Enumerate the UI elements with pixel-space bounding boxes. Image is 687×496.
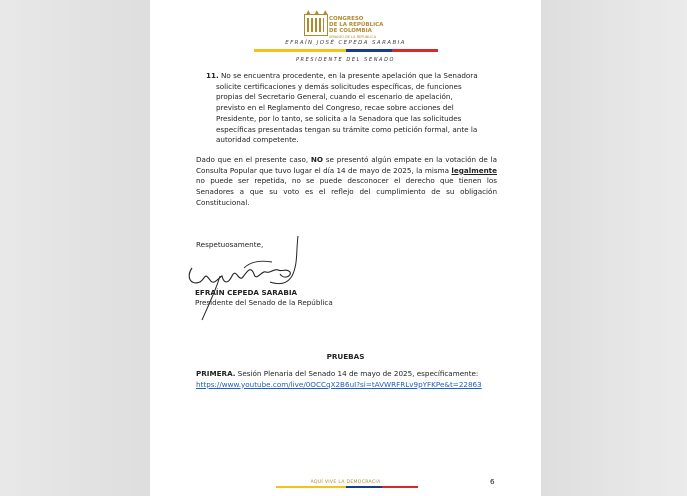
evidence-link[interactable]: https://www.youtube.com/live/0OCCqX2B6uI?si=tAVWRFRLv9pYFKPe&t=22863 bbox=[196, 379, 482, 389]
bold-legalmente: legalmente bbox=[451, 165, 497, 175]
page-number: 6 bbox=[490, 477, 495, 486]
main-paragraph: Dado que en el presente caso, NO se presentó algún empate en la votación de la Consulta Popular que tuvo lugar el día 14 de mayo de 2025, la misma legalmente no puede ser repetida, no se puede desconocer el derecho que tienen los Senadores a que su voto es el reflejo del cumplimiento de su obligación Constitucional. bbox=[196, 155, 497, 207]
footer-stripe-yellow bbox=[276, 486, 346, 488]
viewer-background-right bbox=[541, 0, 687, 496]
document-page bbox=[150, 0, 541, 496]
logo-line2: DE LA REPÚBLICA bbox=[329, 22, 384, 28]
flag-stripe-blue bbox=[346, 49, 392, 52]
item-11-line: No se encuentra procedente, en la presente apelación que la Senadora bbox=[221, 71, 478, 80]
logo-line4: SENADO DE LA REPÚBLICA bbox=[329, 35, 377, 39]
greeting: Respetuosamente, bbox=[196, 240, 264, 249]
item-11-number: 11. bbox=[206, 71, 219, 80]
evidence-label: PRIMERA. bbox=[196, 369, 236, 378]
signer-name: EFRAÍN CEPEDA SARABIA bbox=[195, 288, 298, 297]
header-name: EFRAÍN JOSÉ CEPEDA SARABIA bbox=[285, 40, 406, 46]
item-11 bbox=[206, 71, 497, 146]
congress-logo bbox=[304, 9, 388, 37]
footer-stripe-blue bbox=[346, 486, 382, 488]
flag-stripe-red bbox=[392, 49, 438, 52]
logo-line3: DE COLOMBIA bbox=[329, 28, 372, 34]
item-11-line: previsto en el Reglamento del Congreso, recae sobre acciones del bbox=[216, 103, 454, 113]
evidence-text: Sesión Plenaria del Senado 14 de mayo de 2025, específicamente: bbox=[235, 369, 479, 378]
handwritten-signature bbox=[180, 228, 315, 323]
footer-stripe-red bbox=[382, 486, 418, 488]
signer-title: Presidente del Senado de la República bbox=[195, 298, 333, 307]
item-11-line: propias del Secretario General, cuando el escenario de apelación, bbox=[216, 92, 453, 102]
footer-motto: AQUÍ VIVE LA DEMOCRACIA bbox=[310, 480, 381, 485]
evidence-heading: PRUEBAS bbox=[326, 352, 365, 361]
item-11-line: solicite certificaciones y demás solicitudes específicas, de funciones bbox=[216, 81, 462, 91]
bold-no: NO bbox=[310, 155, 324, 164]
flag-stripe-yellow bbox=[254, 49, 346, 52]
viewer-background-left bbox=[0, 0, 150, 496]
item-11-line: autoridad competente. bbox=[216, 135, 299, 145]
item-11-line: Presidente, por lo tanto, se solicita a la Senadora que las solicitudes bbox=[216, 113, 462, 123]
evidence-item bbox=[196, 369, 496, 390]
logo-crown-icon: ▲ ▲ ▲ bbox=[306, 9, 329, 16]
logo-line1: CONGRESO bbox=[329, 16, 364, 22]
item-11-line: específicas presentadas tengan su trámite como petición formal, ante la bbox=[216, 124, 478, 134]
header-role: PRESIDENTE DEL SENADO bbox=[295, 57, 396, 63]
